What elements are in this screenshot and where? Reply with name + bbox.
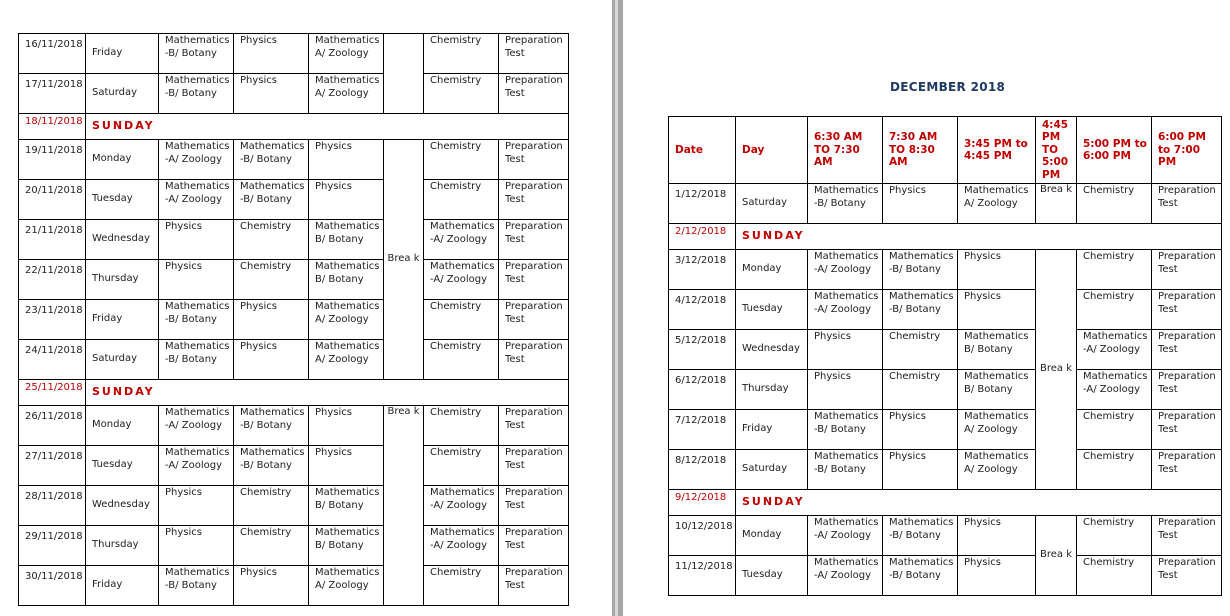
day-cell: Saturday [736,450,808,490]
subject-cell: Mathematics -B/ Botany [234,180,309,220]
sunday-label: SUNDAY [86,380,569,406]
break-cell [384,34,424,114]
subject-cell: Mathematics -A/ Zoology [159,140,234,180]
day-cell: Tuesday [86,446,159,486]
subject-cell: Chemistry [1077,556,1152,596]
subject-cell: Physics [883,410,958,450]
date-cell: 28/11/2018 [19,486,86,526]
subject-cell: Preparation Test [499,74,569,114]
subject-cell: Mathematics -A/ Zoology [808,516,883,556]
column-header: 5:00 PM to 6:00 PM [1077,117,1152,184]
subject-cell: Mathematics -A/ Zoology [159,446,234,486]
subject-cell: Chemistry [1077,410,1152,450]
break-cell: Brea k [1036,184,1077,224]
subject-cell: Mathematics -A/ Zoology [159,180,234,220]
subject-cell: Physics [234,34,309,74]
subject-cell: Preparation Test [499,140,569,180]
subject-cell: Physics [234,340,309,380]
subject-cell: Mathematics -A/ Zoology [424,526,499,566]
subject-cell: Preparation Test [499,406,569,446]
date-cell: 26/11/2018 [19,406,86,446]
day-cell: Friday [736,410,808,450]
subject-cell: Mathematics B/ Botany [958,330,1036,370]
day-cell: Friday [86,34,159,74]
day-cell: Tuesday [86,180,159,220]
date-cell: 20/11/2018 [19,180,86,220]
subject-cell: Chemistry [424,566,499,606]
date-cell: 5/12/2018 [669,330,736,370]
date-cell: 2/12/2018 [669,224,736,250]
subject-cell: Mathematics -A/ Zoology [808,556,883,596]
subject-cell: Chemistry [424,34,499,74]
subject-cell: Mathematics A/ Zoology [309,340,384,380]
subject-cell: Mathematics -B/ Botany [883,250,958,290]
day-cell: Wednesday [86,220,159,260]
timetable-row [669,450,1222,490]
subject-cell: Physics [958,516,1036,556]
subject-cell: Preparation Test [1152,250,1222,290]
timetable-row [669,250,1222,290]
timetable-row [669,330,1222,370]
subject-cell: Mathematics -A/ Zoology [1077,370,1152,410]
subject-cell: Preparation Test [499,446,569,486]
column-header: 3:45 PM to 4:45 PM [958,117,1036,184]
subject-cell: Chemistry [424,300,499,340]
sunday-row [669,224,1222,250]
november-page [0,0,612,616]
date-cell: 10/12/2018 [669,516,736,556]
column-header: 7:30 AM TO 8:30 AM [883,117,958,184]
break-cell: Brea k [1036,516,1077,596]
sunday-label: SUNDAY [86,114,569,140]
date-cell: 6/12/2018 [669,370,736,410]
column-header: Day [736,117,808,184]
subject-cell: Physics [234,300,309,340]
subject-cell: Physics [309,446,384,486]
column-header: 6:30 AM TO 7:30 AM [808,117,883,184]
date-cell: 18/11/2018 [19,114,86,140]
date-cell: 1/12/2018 [669,184,736,224]
subject-cell: Mathematics A/ Zoology [958,410,1036,450]
date-cell: 21/11/2018 [19,220,86,260]
subject-cell: Mathematics -B/ Botany [883,290,958,330]
subject-cell: Physics [808,370,883,410]
subject-cell: Chemistry [234,526,309,566]
date-cell: 27/11/2018 [19,446,86,486]
subject-cell: Mathematics A/ Zoology [309,566,384,606]
subject-cell: Mathematics B/ Botany [309,220,384,260]
month-title: DECEMBER 2018 [890,80,1006,94]
subject-cell: Preparation Test [499,300,569,340]
subject-cell: Preparation Test [1152,410,1222,450]
date-cell: 17/11/2018 [19,74,86,114]
subject-cell: Preparation Test [499,34,569,74]
subject-cell: Mathematics A/ Zoology [958,184,1036,224]
timetable-row [669,184,1222,224]
subject-cell: Mathematics -B/ Botany [234,140,309,180]
date-cell: 16/11/2018 [19,34,86,74]
timetable-row [19,260,569,300]
subject-cell: Mathematics -A/ Zoology [424,260,499,300]
subject-cell: Preparation Test [499,566,569,606]
subject-cell: Chemistry [1077,184,1152,224]
date-cell: 8/12/2018 [669,450,736,490]
subject-cell: Preparation Test [499,486,569,526]
date-cell: 24/11/2018 [19,340,86,380]
timetable-row [19,74,569,114]
date-cell: 29/11/2018 [19,526,86,566]
day-cell: Monday [736,516,808,556]
subject-cell: Preparation Test [1152,370,1222,410]
day-cell: Wednesday [736,330,808,370]
subject-cell: Preparation Test [1152,184,1222,224]
date-cell: 22/11/2018 [19,260,86,300]
subject-cell: Mathematics -B/ Botany [159,34,234,74]
page-divider [612,0,623,616]
timetable-row [19,526,569,566]
subject-cell: Mathematics -A/ Zoology [424,486,499,526]
subject-cell: Physics [159,486,234,526]
subject-cell: Physics [234,74,309,114]
sunday-label: SUNDAY [736,490,1222,516]
subject-cell: Physics [234,566,309,606]
date-cell: 25/11/2018 [19,380,86,406]
subject-cell: Chemistry [883,330,958,370]
break-cell: Brea k [1036,250,1077,490]
subject-cell: Chemistry [234,260,309,300]
day-cell: Tuesday [736,556,808,596]
november-timetable [18,33,569,606]
subject-cell: Chemistry [424,180,499,220]
subject-cell: Physics [808,330,883,370]
break-cell: Brea k [384,406,424,606]
timetable-row [19,340,569,380]
subject-cell: Mathematics -B/ Botany [808,184,883,224]
subject-cell: Mathematics -B/ Botany [234,406,309,446]
subject-cell: Physics [159,220,234,260]
subject-cell: Mathematics A/ Zoology [309,34,384,74]
subject-cell: Physics [159,526,234,566]
subject-cell: Physics [309,180,384,220]
date-cell: 9/12/2018 [669,490,736,516]
subject-cell: Preparation Test [499,180,569,220]
day-cell: Saturday [86,74,159,114]
subject-cell: Chemistry [234,220,309,260]
timetable-row [19,486,569,526]
subject-cell: Physics [883,450,958,490]
timetable-row [669,370,1222,410]
subject-cell: Physics [309,140,384,180]
subject-cell: Preparation Test [499,260,569,300]
subject-cell: Mathematics -B/ Botany [883,556,958,596]
timetable-row [19,566,569,606]
subject-cell: Preparation Test [499,220,569,260]
day-cell: Wednesday [86,486,159,526]
break-cell: Brea k [384,140,424,380]
header-row [669,117,1222,184]
timetable-row [669,410,1222,450]
subject-cell: Mathematics -B/ Botany [159,300,234,340]
sunday-label: SUNDAY [736,224,1222,250]
date-cell: 11/12/2018 [669,556,736,596]
timetable-row [19,180,569,220]
subject-cell: Mathematics B/ Botany [958,370,1036,410]
timetable-row [19,220,569,260]
date-cell: 7/12/2018 [669,410,736,450]
subject-cell: Mathematics -B/ Botany [883,516,958,556]
date-cell: 23/11/2018 [19,300,86,340]
subject-cell: Mathematics A/ Zoology [309,300,384,340]
day-cell: Monday [736,250,808,290]
subject-cell: Chemistry [424,406,499,446]
subject-cell: Mathematics -A/ Zoology [808,290,883,330]
timetable-row [19,446,569,486]
subject-cell: Mathematics -A/ Zoology [424,220,499,260]
december-page [623,0,1230,616]
december-timetable [668,116,1222,596]
subject-cell: Preparation Test [1152,330,1222,370]
subject-cell: Physics [958,290,1036,330]
subject-cell: Preparation Test [1152,450,1222,490]
subject-cell: Mathematics B/ Botany [309,486,384,526]
subject-cell: Chemistry [1077,250,1152,290]
date-cell: 30/11/2018 [19,566,86,606]
subject-cell: Chemistry [424,140,499,180]
subject-cell: Chemistry [1077,450,1152,490]
column-header: 6:00 PM to 7:00 PM [1152,117,1222,184]
subject-cell: Mathematics B/ Botany [309,526,384,566]
timetable-row [19,406,569,446]
subject-cell: Chemistry [424,446,499,486]
subject-cell: Mathematics -B/ Botany [808,410,883,450]
subject-cell: Chemistry [234,486,309,526]
subject-cell: Physics [883,184,958,224]
day-cell: Thursday [86,260,159,300]
timetable-row [669,556,1222,596]
timetable-row [19,300,569,340]
subject-cell: Preparation Test [1152,516,1222,556]
subject-cell: Mathematics -B/ Botany [234,446,309,486]
timetable-row [19,140,569,180]
day-cell: Saturday [736,184,808,224]
date-cell: 4/12/2018 [669,290,736,330]
day-cell: Saturday [86,340,159,380]
column-header: 4:45 PM TO 5:00 PM [1036,117,1077,184]
subject-cell: Physics [309,406,384,446]
subject-cell: Mathematics -A/ Zoology [808,250,883,290]
subject-cell: Chemistry [883,370,958,410]
day-cell: Thursday [86,526,159,566]
timetable-row [19,34,569,74]
subject-cell: Physics [958,250,1036,290]
subject-cell: Mathematics -A/ Zoology [1077,330,1152,370]
subject-cell: Mathematics -A/ Zoology [159,406,234,446]
subject-cell: Mathematics -B/ Botany [159,74,234,114]
subject-cell: Preparation Test [499,340,569,380]
subject-cell: Mathematics -B/ Botany [159,566,234,606]
subject-cell: Preparation Test [1152,556,1222,596]
date-cell: 3/12/2018 [669,250,736,290]
subject-cell: Physics [159,260,234,300]
day-cell: Monday [86,140,159,180]
day-cell: Tuesday [736,290,808,330]
date-cell: 19/11/2018 [19,140,86,180]
subject-cell: Chemistry [424,74,499,114]
timetable-row [669,516,1222,556]
day-cell: Monday [86,406,159,446]
subject-cell: Preparation Test [499,526,569,566]
column-header: Date [669,117,736,184]
subject-cell: Mathematics A/ Zoology [958,450,1036,490]
subject-cell: Mathematics -B/ Botany [159,340,234,380]
day-cell: Thursday [736,370,808,410]
timetable-row [669,290,1222,330]
subject-cell: Mathematics A/ Zoology [309,74,384,114]
day-cell: Friday [86,566,159,606]
subject-cell: Chemistry [1077,516,1152,556]
subject-cell: Chemistry [424,340,499,380]
subject-cell: Mathematics B/ Botany [309,260,384,300]
subject-cell: Chemistry [1077,290,1152,330]
subject-cell: Preparation Test [1152,290,1222,330]
sunday-row [19,114,569,140]
subject-cell: Mathematics -B/ Botany [808,450,883,490]
subject-cell: Physics [958,556,1036,596]
sunday-row [669,490,1222,516]
day-cell: Friday [86,300,159,340]
sunday-row [19,380,569,406]
